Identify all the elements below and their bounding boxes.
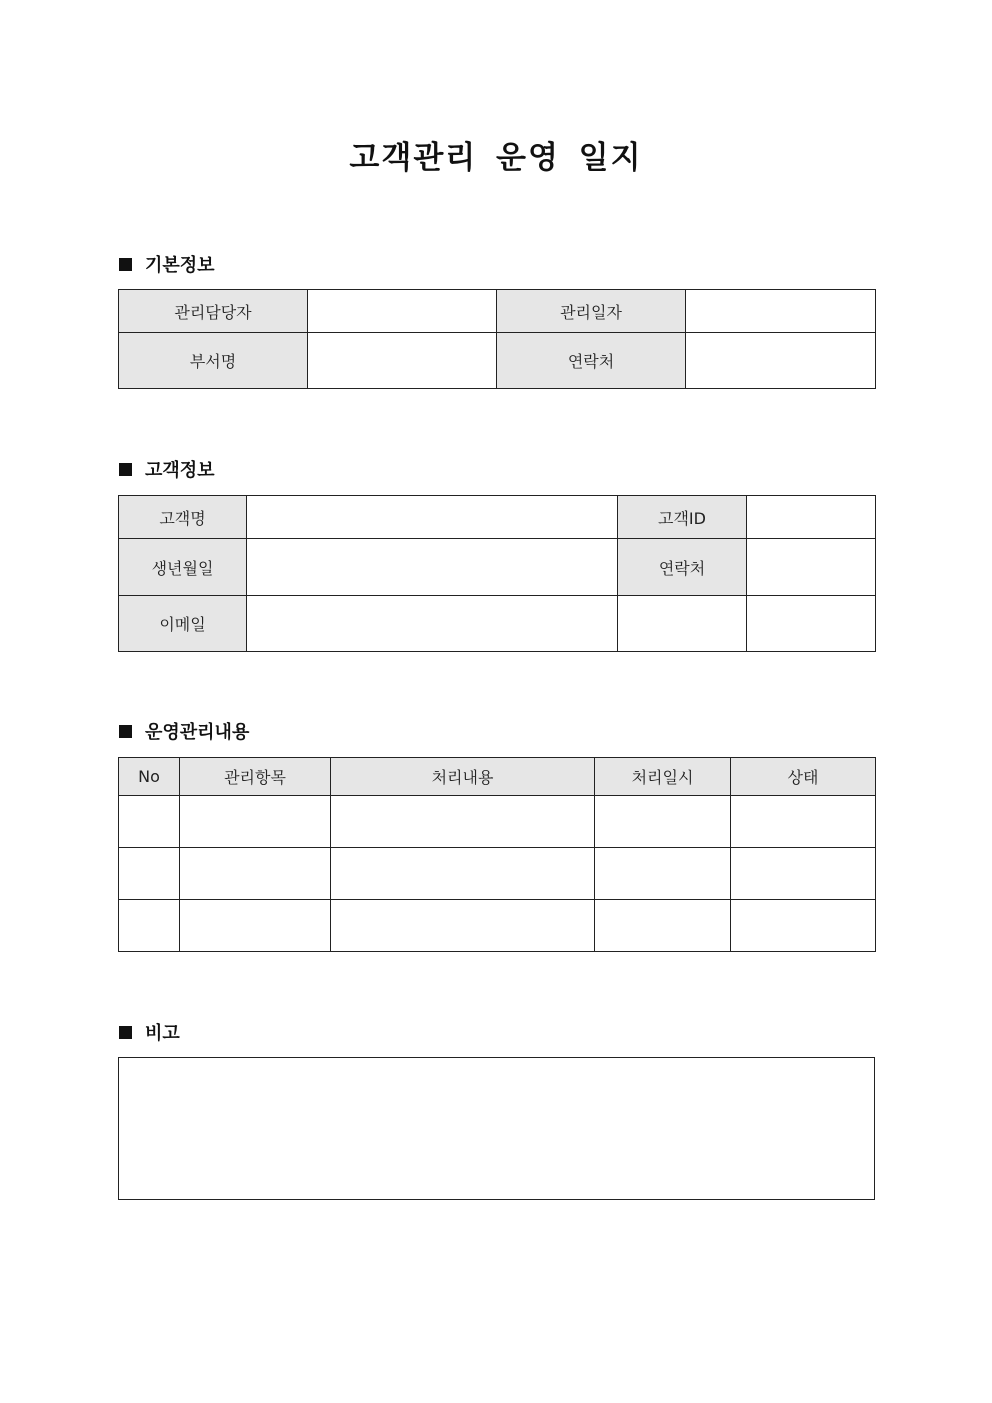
column-header-details: 처리내용: [331, 758, 595, 796]
square-bullet-icon: [119, 725, 132, 738]
email-field[interactable]: [247, 596, 618, 652]
row-details-cell[interactable]: [331, 900, 595, 952]
blank-cell: [618, 596, 747, 652]
manager-contact-field[interactable]: [686, 333, 876, 389]
operations-heading: [119, 718, 249, 744]
row-datetime-cell[interactable]: [595, 900, 731, 952]
basic-info-heading: [119, 251, 215, 277]
remarks-heading: [119, 1019, 180, 1045]
square-bullet-icon: [119, 1026, 132, 1039]
row-no-cell[interactable]: [119, 796, 180, 848]
customer-name-label: 고객명: [119, 496, 247, 539]
row-details-cell[interactable]: [331, 848, 595, 900]
row-item-cell[interactable]: [180, 848, 331, 900]
customer-info-table: [118, 495, 876, 652]
customer-id-label: 고객ID: [618, 496, 747, 539]
remarks-field[interactable]: [118, 1057, 875, 1200]
column-header-datetime: 처리일시: [595, 758, 731, 796]
basic-info-table: [118, 289, 876, 389]
customer-id-field[interactable]: [747, 496, 876, 539]
row-status-cell[interactable]: [731, 796, 876, 848]
department-label: 부서명: [119, 333, 308, 389]
row-status-cell[interactable]: [731, 900, 876, 952]
operations-heading-text: 운영관리내용: [145, 722, 250, 743]
remarks-heading-text: 비고: [145, 1023, 180, 1044]
blank-cell: [747, 596, 876, 652]
customer-info-heading-text: 고객정보: [145, 460, 215, 481]
table-row: [119, 900, 876, 952]
row-datetime-cell[interactable]: [595, 848, 731, 900]
customer-info-heading: [119, 456, 215, 482]
operations-table: [118, 757, 876, 952]
customer-contact-label: 연락처: [618, 539, 747, 596]
row-no-cell[interactable]: [119, 900, 180, 952]
table-row: [119, 796, 876, 848]
row-datetime-cell[interactable]: [595, 796, 731, 848]
row-item-cell[interactable]: [180, 796, 331, 848]
customer-contact-field[interactable]: [747, 539, 876, 596]
birthdate-field[interactable]: [247, 539, 618, 596]
email-label: 이메일: [119, 596, 247, 652]
manager-label: 관리담당자: [119, 290, 308, 333]
row-details-cell[interactable]: [331, 796, 595, 848]
page-title: 고객관리 운영 일지: [349, 140, 643, 176]
column-header-item: 관리항목: [180, 758, 331, 796]
row-status-cell[interactable]: [731, 848, 876, 900]
manager-field[interactable]: [308, 290, 497, 333]
square-bullet-icon: [119, 463, 132, 476]
department-field[interactable]: [308, 333, 497, 389]
column-header-status: 상태: [731, 758, 876, 796]
customer-name-field[interactable]: [247, 496, 618, 539]
table-row: [119, 848, 876, 900]
row-no-cell[interactable]: [119, 848, 180, 900]
manage-date-field[interactable]: [686, 290, 876, 333]
operations-header-row: [119, 758, 876, 796]
row-item-cell[interactable]: [180, 900, 331, 952]
square-bullet-icon: [119, 258, 132, 271]
birthdate-label: 생년월일: [119, 539, 247, 596]
manage-date-label: 관리일자: [497, 290, 686, 333]
column-header-no: No: [119, 758, 180, 796]
basic-info-heading-text: 기본정보: [145, 255, 215, 276]
manager-contact-label: 연락처: [497, 333, 686, 389]
